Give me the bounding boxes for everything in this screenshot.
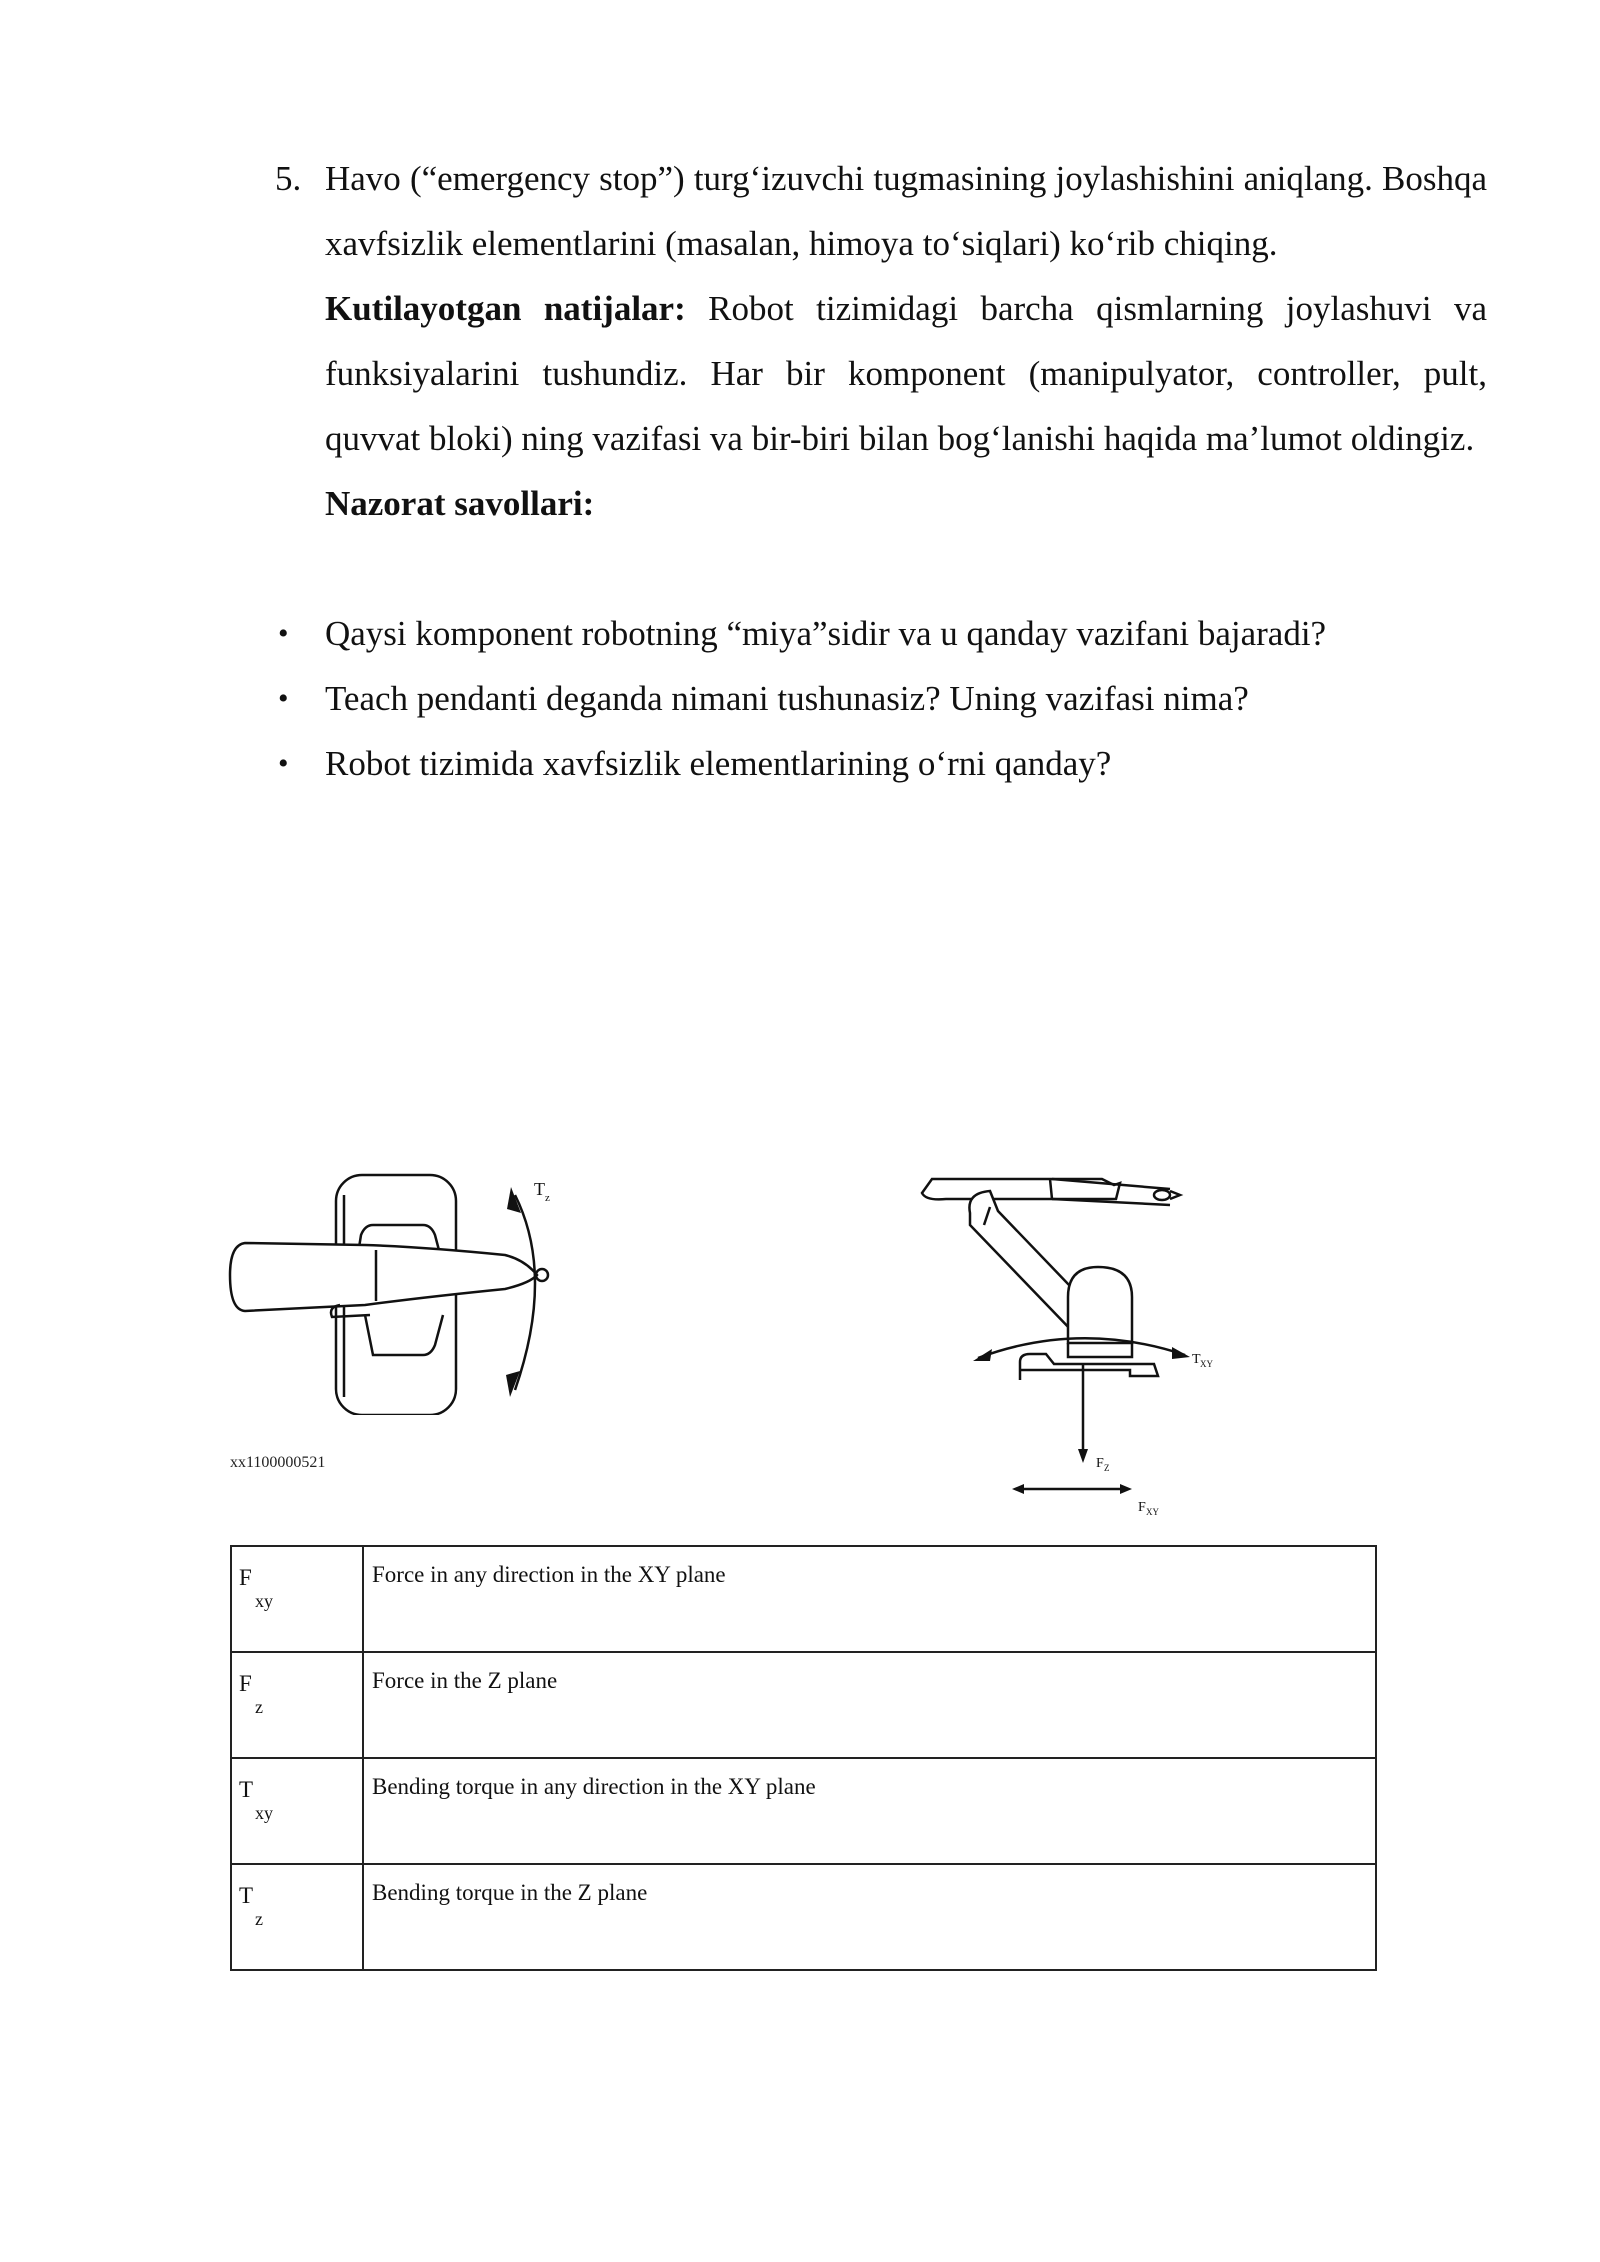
list-item: • Qaysi komponent robotning “miya”sidir va u qanday vazifani bajaradi? (275, 601, 1487, 666)
list-item: • Teach pendanti deganda nimani tushunasiz? Uning vazifasi nima? (275, 666, 1487, 731)
tz-sub-label: z (545, 1192, 550, 1204)
bullet-icon: • (278, 682, 289, 715)
tz-label: T (534, 1179, 545, 1199)
figure-caption: xx1100000521 (230, 1454, 326, 1471)
expected-results-text: Robot tizimidagi barcha qismlarning joylashuvi va funksiyalarini tushundiz. Har bir komponent (manipulyator, controller, pult, quvvat bloki) ning vazifasi va bir-biri bilan bog‘lanishi haqida ma’lumot oldingiz. (325, 289, 1488, 458)
fxy-label: F (1138, 1500, 1146, 1515)
description-cell: Force in any direction in the XY plane (363, 1546, 1376, 1652)
txy-label: T (1192, 1352, 1201, 1367)
bullet-icon: • (278, 747, 289, 780)
robot-top-view-figure (225, 1165, 565, 1415)
numbered-step (275, 146, 1487, 536)
table-row (231, 1864, 1376, 1970)
forces-table (230, 1545, 1377, 1971)
step-number: 5. (275, 159, 302, 198)
fz-label: F (1096, 1456, 1104, 1471)
fxy-arrow-right (1120, 1484, 1132, 1494)
step-text: Havo (“emergency stop”) turg‘izuvchi tugmasining joylashishini aniqlang. Boshqa xavfsizlik elementlarini (masalan, himoya to‘siqlari) ko‘rib chiqing. (325, 159, 1487, 263)
bullet-icon: • (278, 617, 289, 650)
questions-heading: Nazorat savollari: (325, 484, 595, 523)
table-row (231, 1758, 1376, 1864)
txy-arrow-right (1172, 1347, 1190, 1359)
symbol-cell: T z (231, 1864, 363, 1970)
symbol-cell: F xy (231, 1546, 363, 1652)
expected-results (325, 276, 1487, 471)
symbol-cell: F z (231, 1652, 363, 1758)
symbol-cell: T xy (231, 1758, 363, 1864)
fz-arrow (1078, 1449, 1088, 1463)
txy-sub-label: XY (1200, 1359, 1213, 1369)
description-cell: Bending torque in the Z plane (363, 1864, 1376, 1970)
description-cell: Force in the Z plane (363, 1652, 1376, 1758)
questions-list (275, 601, 1487, 796)
fxy-arrow-left (1012, 1484, 1024, 1494)
description-cell: Bending torque in any direction in the XY plane (363, 1758, 1376, 1864)
table-row (231, 1652, 1376, 1758)
list-item: • Robot tizimida xavfsizlik elementlarining o‘rni qanday? (275, 731, 1487, 796)
table-row (231, 1546, 1376, 1652)
robot-side-view-figure (920, 1165, 1240, 1525)
txy-arrow-left (973, 1349, 992, 1361)
expected-results-label: Kutilayotgan natijalar: (325, 289, 686, 328)
fxy-sub-label: XY (1146, 1507, 1159, 1517)
fz-sub-label: Z (1104, 1463, 1110, 1473)
torque-arrow-up (507, 1187, 521, 1213)
